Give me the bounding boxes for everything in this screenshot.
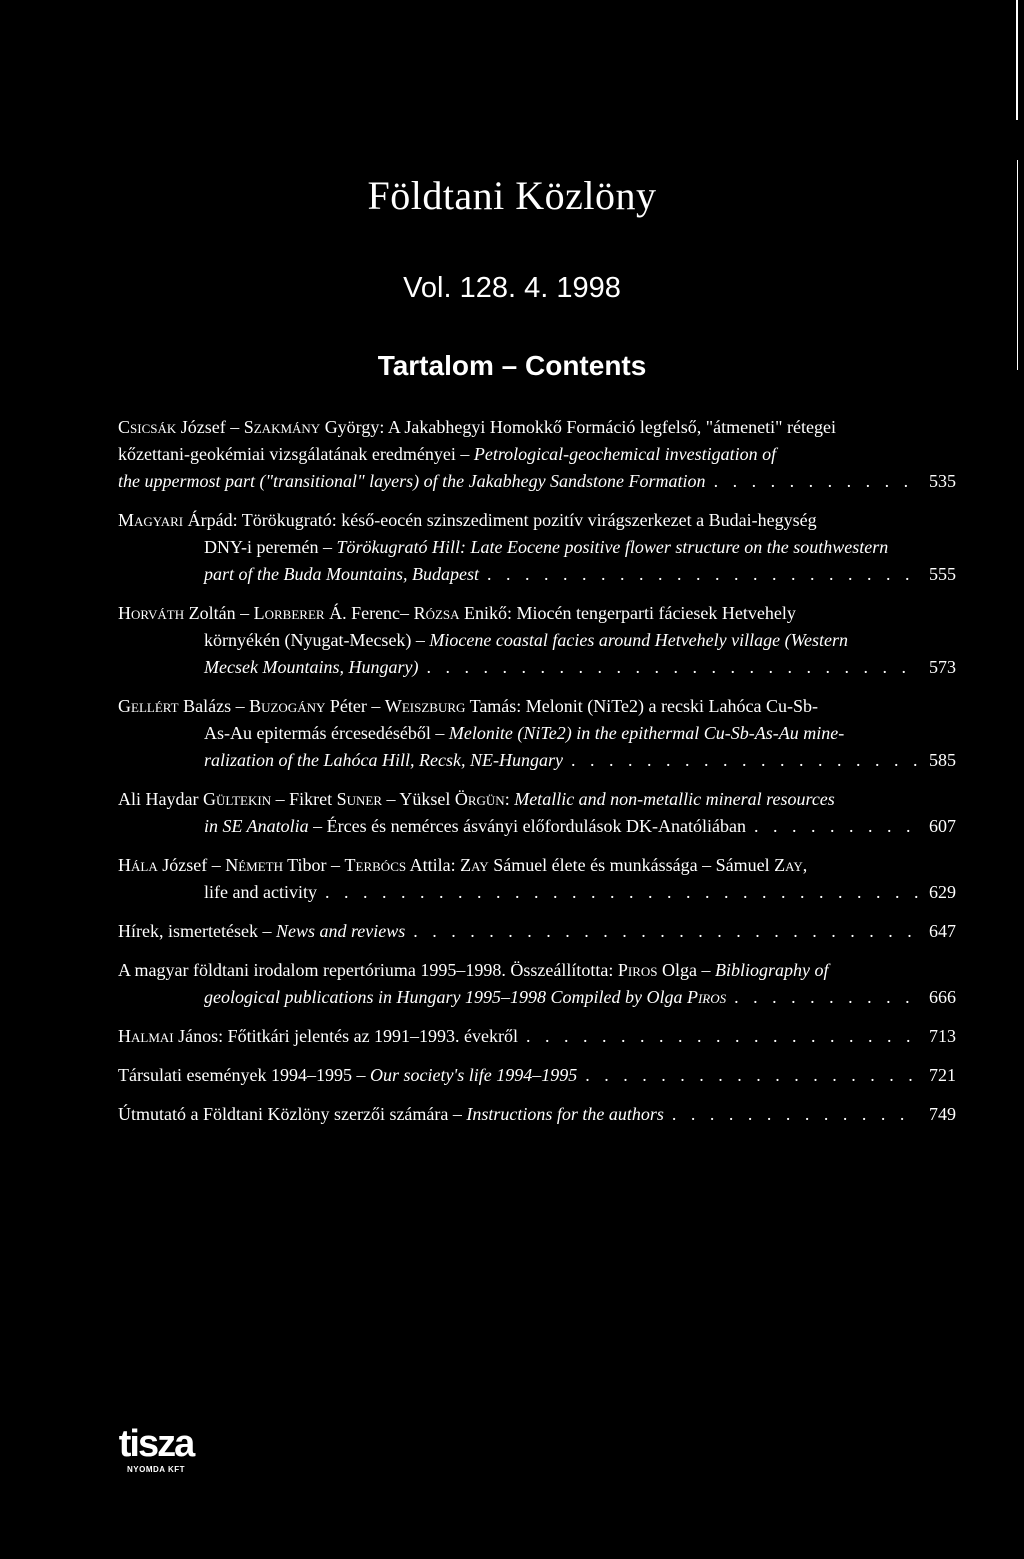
journal-title: Földtani Közlöny — [367, 173, 657, 218]
page-number: 585 — [929, 750, 956, 770]
toc-text: Gellért Balázs – Buzogány Péter – Weiszburg Tamás: Melonit (NiTe2) a recski Lahóca Cu-Sb- — [118, 696, 818, 716]
toc-text: in SE Anatolia – Érces és nemérces ásványi előfordulások DK-Anatóliában — [204, 816, 747, 836]
toc-text: Társulati események 1994–1995 – Our society's life 1994–1995 — [118, 1065, 578, 1085]
dot-leader — [571, 747, 918, 774]
dot-leader — [734, 984, 918, 1011]
toc-line — [118, 813, 956, 840]
toc-text: geological publications in Hungary 1995–1998 Compiled by Olga Piros — [204, 987, 727, 1007]
toc-text: Hála József – Németh Tibor – Terbócs Attila: Zay Sámuel élete és munkássága – Sámuel Zay, — [118, 855, 808, 875]
page-number: 666 — [929, 987, 956, 1007]
toc-line — [118, 747, 956, 774]
dot-leader — [413, 918, 918, 945]
printer-logo-mark: tisza — [118, 1423, 194, 1465]
toc-text: the uppermost part ("transitional" layers) of the Jakabhegy Sandstone Formation — [118, 471, 706, 491]
toc-entry — [118, 693, 956, 774]
toc-entry — [118, 414, 956, 495]
toc-text: Magyari Árpád: Törökugrató: késő-eocén szinszediment pozitív virágszerkezet a Budai-hegység — [118, 510, 817, 530]
scan-edge-line — [1016, 0, 1018, 120]
toc-line — [118, 627, 956, 654]
toc-text: Útmutató a Földtani Közlöny szerzői számára – Instructions for the authors — [118, 1104, 664, 1124]
toc-line — [118, 1023, 956, 1050]
contents-heading: Tartalom – Contents — [377, 350, 647, 381]
toc-line — [118, 534, 956, 561]
toc-entry — [118, 507, 956, 588]
toc-text: környékén (Nyugat-Mecsek) – Miocene coastal facies around Hetvehely village (Western — [204, 630, 848, 650]
toc-entry — [118, 918, 956, 945]
page-number: 555 — [929, 564, 956, 584]
toc-line — [118, 1101, 956, 1128]
page-number: 607 — [929, 816, 956, 836]
toc-line — [118, 441, 956, 468]
toc-text: Mecsek Mountains, Hungary) — [204, 657, 419, 677]
page-number: 721 — [929, 1065, 956, 1085]
toc-text: Ali Haydar Gültekin – Fikret Suner – Yüksel Örgün: Metallic and non-metallic mineral resources — [118, 789, 835, 809]
page-number: 573 — [929, 657, 956, 677]
toc-text: Halmai János: Főtitkári jelentés az 1991–1993. évekről — [118, 1026, 519, 1046]
printer-name: NYOMDA KFT — [126, 1465, 186, 1474]
toc-text: Csicsák József – Szakmány György: A Jakabhegyi Homokkő Formáció legfelső, "átmeneti" rétegei — [118, 417, 836, 437]
dot-leader — [325, 879, 918, 906]
toc-line — [118, 468, 956, 495]
toc-text: life and activity — [204, 882, 317, 902]
toc-line — [118, 852, 956, 879]
dot-leader — [487, 561, 918, 588]
toc-line — [118, 414, 956, 441]
dot-leader — [714, 468, 918, 495]
toc-text: As-Au epitermás ércesedéséből – Melonite (NiTe2) in the epithermal Cu-Sb-As-Au mine- — [204, 723, 845, 743]
toc-line — [118, 879, 956, 906]
toc-line — [118, 957, 956, 984]
toc-line — [118, 561, 956, 588]
toc-entry — [118, 957, 956, 1011]
toc-text: Hírek, ismertetések – News and reviews — [118, 921, 406, 941]
toc-line — [118, 984, 956, 1011]
toc-line — [118, 654, 956, 681]
dot-leader — [526, 1023, 918, 1050]
toc-line — [118, 918, 956, 945]
toc-entry — [118, 786, 956, 840]
table-of-contents — [118, 414, 956, 1140]
dot-leader — [672, 1101, 918, 1128]
toc-text: kőzettani-geokémiai vizsgálatának eredményei – Petrological-geochemical investigation of — [118, 444, 777, 464]
toc-line — [118, 693, 956, 720]
toc-line — [118, 507, 956, 534]
dot-leader — [754, 813, 918, 840]
toc-entry — [118, 852, 956, 906]
page-number: 535 — [929, 471, 956, 491]
toc-entry — [118, 600, 956, 681]
toc-text: A magyar földtani irodalom repertóriuma 1995–1998. Összeállította: Piros Olga – Bibliography of — [118, 960, 829, 980]
toc-text: Horváth Zoltán – Lorberer Á. Ferenc– Rózsa Enikő: Miocén tengerparti fáciesek Hetvehely — [118, 603, 796, 623]
toc-text: part of the Buda Mountains, Budapest — [204, 564, 479, 584]
dot-leader — [585, 1062, 918, 1089]
page-number: 713 — [929, 1026, 956, 1046]
page-number: 749 — [929, 1104, 956, 1124]
dot-leader — [426, 654, 918, 681]
toc-text: ralization of the Lahóca Hill, Recsk, NE-Hungary — [204, 750, 563, 770]
toc-entry — [118, 1062, 956, 1089]
toc-line — [118, 786, 956, 813]
toc-line — [118, 1062, 956, 1089]
toc-entry — [118, 1023, 956, 1050]
toc-line — [118, 720, 956, 747]
toc-text: DNY-i peremén – Törökugrató Hill: Late Eocene positive flower structure on the southwestern — [204, 537, 889, 557]
toc-entry — [118, 1101, 956, 1128]
printer-logo — [118, 1425, 194, 1474]
page-number: 629 — [929, 882, 956, 902]
toc-line — [118, 600, 956, 627]
page-number: 647 — [929, 921, 956, 941]
volume-info: Vol. 128. 4. 1998 — [403, 272, 621, 304]
